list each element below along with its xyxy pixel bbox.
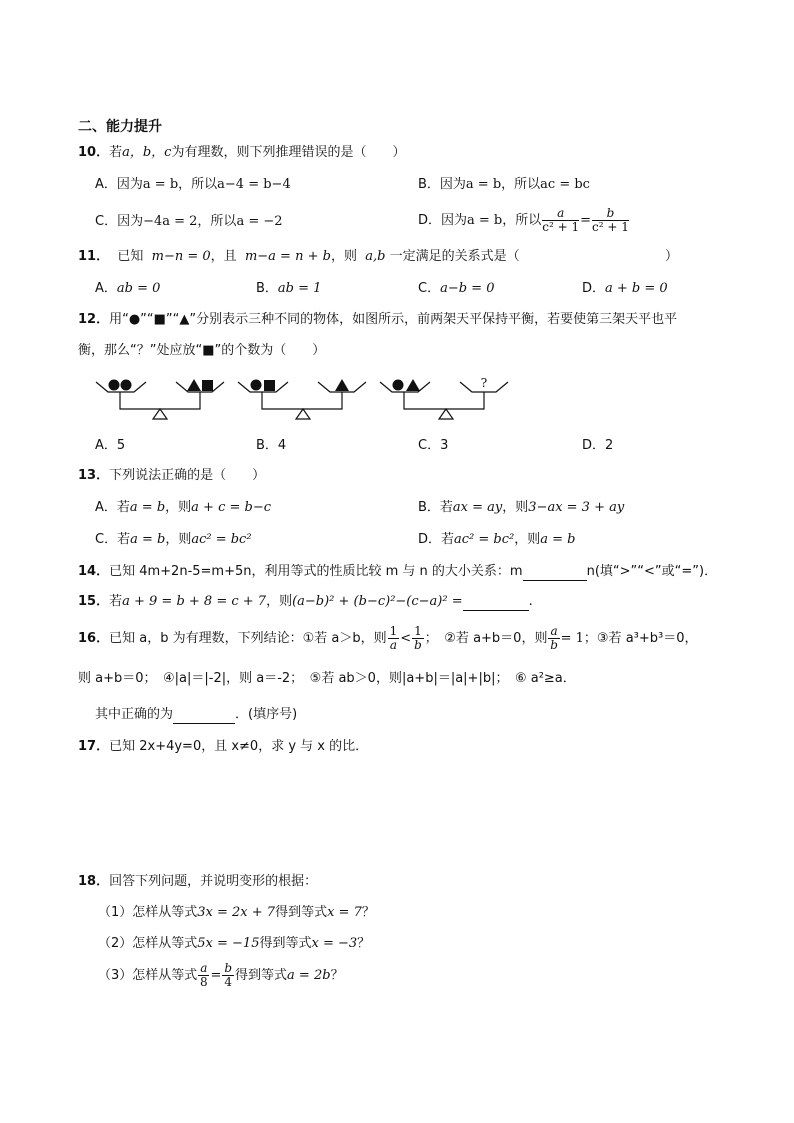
- option-label: A．因为: [95, 177, 143, 192]
- stem-text: 为有理数，则下列推理错误的是（ ）: [171, 145, 406, 160]
- question-10-option-d: [418, 202, 630, 240]
- question-number: 15．: [78, 594, 110, 609]
- fraction: $\frac{1}{b}$: [414, 624, 422, 652]
- triangle-object-icon: [187, 379, 201, 391]
- math: ab = 1: [277, 281, 322, 296]
- stem-text: 已知: [117, 249, 144, 264]
- circle-object-icon: [393, 380, 404, 391]
- question-12-option-b: B．4: [256, 438, 287, 453]
- question-18-part-1: [98, 904, 375, 922]
- option-text: ，所以: [197, 214, 237, 229]
- math: x = −3: [311, 936, 358, 951]
- stem-vars: a，b，c: [122, 145, 172, 160]
- stem-text: .: [528, 594, 533, 609]
- option-label: D．: [582, 281, 606, 296]
- question-10-option-a: [95, 176, 291, 194]
- math: 3−ax = 3 + ay: [528, 500, 625, 515]
- stem-text: 用“●”“■”“▲”分别表示三种不同的物体，如图所示，前两架天平保持平衡，若要使第三架天平也平: [109, 312, 678, 327]
- triangle-object-icon: [406, 379, 420, 391]
- option-label: A．若: [95, 500, 130, 515]
- math: a = −2: [236, 214, 283, 229]
- math: x = 7: [327, 905, 362, 920]
- question-number: 18．: [78, 874, 110, 889]
- question-12-option-d: D．2: [582, 438, 614, 453]
- math: −4a = 2: [143, 214, 198, 229]
- triangle-object-icon: [335, 379, 349, 391]
- part-text: ？: [361, 905, 375, 920]
- option-label: D．若: [418, 532, 455, 547]
- question-16-line1: [78, 622, 698, 656]
- option-text: ，所以: [502, 213, 542, 228]
- question-11-stem: [78, 248, 520, 266]
- section-title: 二、能力提升: [78, 119, 162, 135]
- unknown-quantity-mark: ?: [480, 376, 488, 390]
- fraction: $\frac{b}{\text{c² + 1}}$: [592, 206, 629, 234]
- option-text: ，所以: [178, 177, 218, 192]
- math: a = b: [130, 532, 166, 547]
- math: a = b: [465, 177, 502, 192]
- stem-text: 已知 4m+2n-5=m+5n，利用等式的性质比较 m 与 n 的大小关系：m: [109, 564, 523, 579]
- part-label: （1）怎样从等式: [98, 905, 198, 920]
- question-18-stem: [78, 873, 317, 891]
- math: a = b: [467, 213, 503, 228]
- circle-object-icon: [109, 380, 120, 391]
- stem-text: 其中正确的为: [95, 707, 174, 722]
- part-label: （2）怎样从等式: [98, 936, 198, 951]
- math: (a−b)² + (b−c)²−(c−a)² =: [292, 594, 463, 609]
- question-10-stem: [78, 144, 405, 162]
- option-label: A．: [95, 281, 117, 296]
- question-11-paren-close: ）: [665, 249, 679, 264]
- math: a = b: [129, 500, 166, 515]
- question-17: [78, 738, 368, 756]
- stem-text: 已知 2x+4y=0，且 x≠0，求 y 与 x 的比．: [109, 739, 369, 754]
- math: ac = bc: [540, 177, 590, 192]
- question-13-option-a: [95, 499, 271, 517]
- stem-text: ．(填序号): [235, 707, 298, 722]
- question-13-option-b: [418, 499, 624, 517]
- math: 5x = −15: [197, 936, 260, 951]
- stem-text: n(填“>”“<”或“=”)．: [586, 564, 718, 579]
- question-18-part-2: [98, 935, 370, 953]
- stem-text: 下列说法正确的是（ ）: [109, 468, 266, 483]
- math: a + 9 = b + 8 = c + 7: [122, 594, 267, 609]
- fraction: $\frac{a}{8}$: [200, 961, 208, 989]
- part-text: 得到等式: [235, 968, 288, 983]
- question-13-stem: [78, 467, 265, 485]
- stem-text: 若: [109, 594, 123, 609]
- stem-text: ； ②若 a+b＝0，则: [424, 631, 548, 646]
- question-16-line3: [95, 706, 297, 724]
- math: ab = 0: [116, 281, 161, 296]
- stem-text: ；③若 a³+b³＝0，: [583, 631, 698, 646]
- question-10-option-c: [95, 213, 283, 231]
- question-13-option-d: [418, 531, 575, 549]
- question-16-line2: 则 a+b＝0； ④|a|＝|-2|，则 a＝-2； ⑤若 ab＞0，则|a+b|＝|a|+|b|； ⑥ a²≥a．: [78, 671, 576, 686]
- question-12-stem-line2: 衡，那么“？”处应放“■”的个数为（ ）: [78, 343, 326, 358]
- math: =: [580, 213, 592, 228]
- question-11-option-b: [256, 280, 321, 298]
- question-15: [78, 593, 533, 611]
- question-14: [78, 563, 717, 581]
- fraction: $\frac{1}{a}$: [389, 624, 398, 652]
- part-text: ？: [357, 936, 371, 951]
- math: m−n = 0: [151, 249, 211, 264]
- math: a,b: [365, 249, 386, 264]
- question-number: 14．: [78, 564, 110, 579]
- question-number: 11．: [78, 249, 110, 264]
- option-label: B．: [256, 281, 278, 296]
- stem-text: 已知 a，b 为有理数，下列结论：①若 a＞b，则: [109, 631, 387, 646]
- question-12-stem-line1: [78, 311, 677, 329]
- math: ac² = bc²: [191, 532, 252, 547]
- question-number: 13．: [78, 468, 110, 483]
- math: a−4 = b−4: [217, 177, 291, 192]
- math: ax = ay: [452, 500, 503, 515]
- stem-text: 若: [109, 145, 123, 160]
- math: =: [210, 968, 222, 983]
- part-label: （3）怎样从等式: [98, 968, 198, 983]
- math: = 1: [560, 631, 584, 646]
- math: a = 2b: [287, 968, 331, 983]
- circle-object-icon: [251, 380, 262, 391]
- math: a + b = 0: [605, 281, 668, 296]
- question-number: 12．: [78, 312, 110, 327]
- stem-text: 一定满足的关系式是（: [389, 249, 520, 264]
- answer-blank[interactable]: [173, 709, 235, 724]
- question-number: 10．: [78, 145, 110, 160]
- option-text: ，则: [502, 500, 529, 515]
- option-text: ，则: [165, 500, 192, 515]
- math: a = b: [540, 532, 576, 547]
- math: <: [400, 631, 412, 646]
- question-13-option-c: [95, 531, 252, 549]
- option-text: ，所以: [501, 177, 541, 192]
- option-label: B．若: [418, 500, 453, 515]
- math: a + c = b−c: [191, 500, 271, 515]
- question-11-option-c: [418, 280, 494, 298]
- question-12-option-a: A．5: [95, 438, 126, 453]
- fraction: $\frac{a}{\text{c² + 1}}$: [542, 206, 580, 234]
- math: m−a = n + b: [244, 249, 331, 264]
- balance-scales-figure: [90, 372, 530, 424]
- answer-blank[interactable]: [463, 596, 529, 611]
- stem-text: 回答下列问题，并说明变形的根据：: [109, 874, 318, 889]
- stem-text: ，则: [330, 249, 357, 264]
- question-number: 17．: [78, 739, 110, 754]
- fraction: $\frac{a}{b}$: [550, 624, 558, 652]
- question-11-option-d: [582, 280, 668, 298]
- math: 3x = 2x + 7: [197, 905, 276, 920]
- stem-text: ，且: [210, 249, 237, 264]
- part-text: 得到等式: [259, 936, 312, 951]
- square-object-icon: [264, 380, 275, 391]
- question-10-option-b: [418, 176, 590, 194]
- option-text: ，则: [514, 532, 541, 547]
- part-text: ？: [330, 968, 344, 983]
- math: ac² = bc²: [454, 532, 515, 547]
- option-label: B．因为: [418, 177, 466, 192]
- option-label: C．因为: [95, 214, 144, 229]
- option-text: ，则: [165, 532, 192, 547]
- answer-blank[interactable]: [523, 566, 587, 581]
- question-18-part-3: [98, 958, 344, 994]
- option-label: C．: [418, 281, 441, 296]
- fraction: $\frac{b}{4}$: [224, 961, 233, 989]
- stem-text: ，则: [266, 594, 293, 609]
- option-label: C．若: [95, 532, 131, 547]
- question-12-option-c: C．3: [418, 438, 449, 453]
- square-object-icon: [202, 380, 213, 391]
- question-11-option-a: [95, 280, 160, 298]
- math: a−b = 0: [440, 281, 495, 296]
- circle-object-icon: [121, 380, 132, 391]
- question-number: 16．: [78, 631, 110, 646]
- option-label: D．因为: [418, 213, 468, 228]
- part-text: 得到等式: [275, 905, 328, 920]
- math: a = b: [142, 177, 179, 192]
